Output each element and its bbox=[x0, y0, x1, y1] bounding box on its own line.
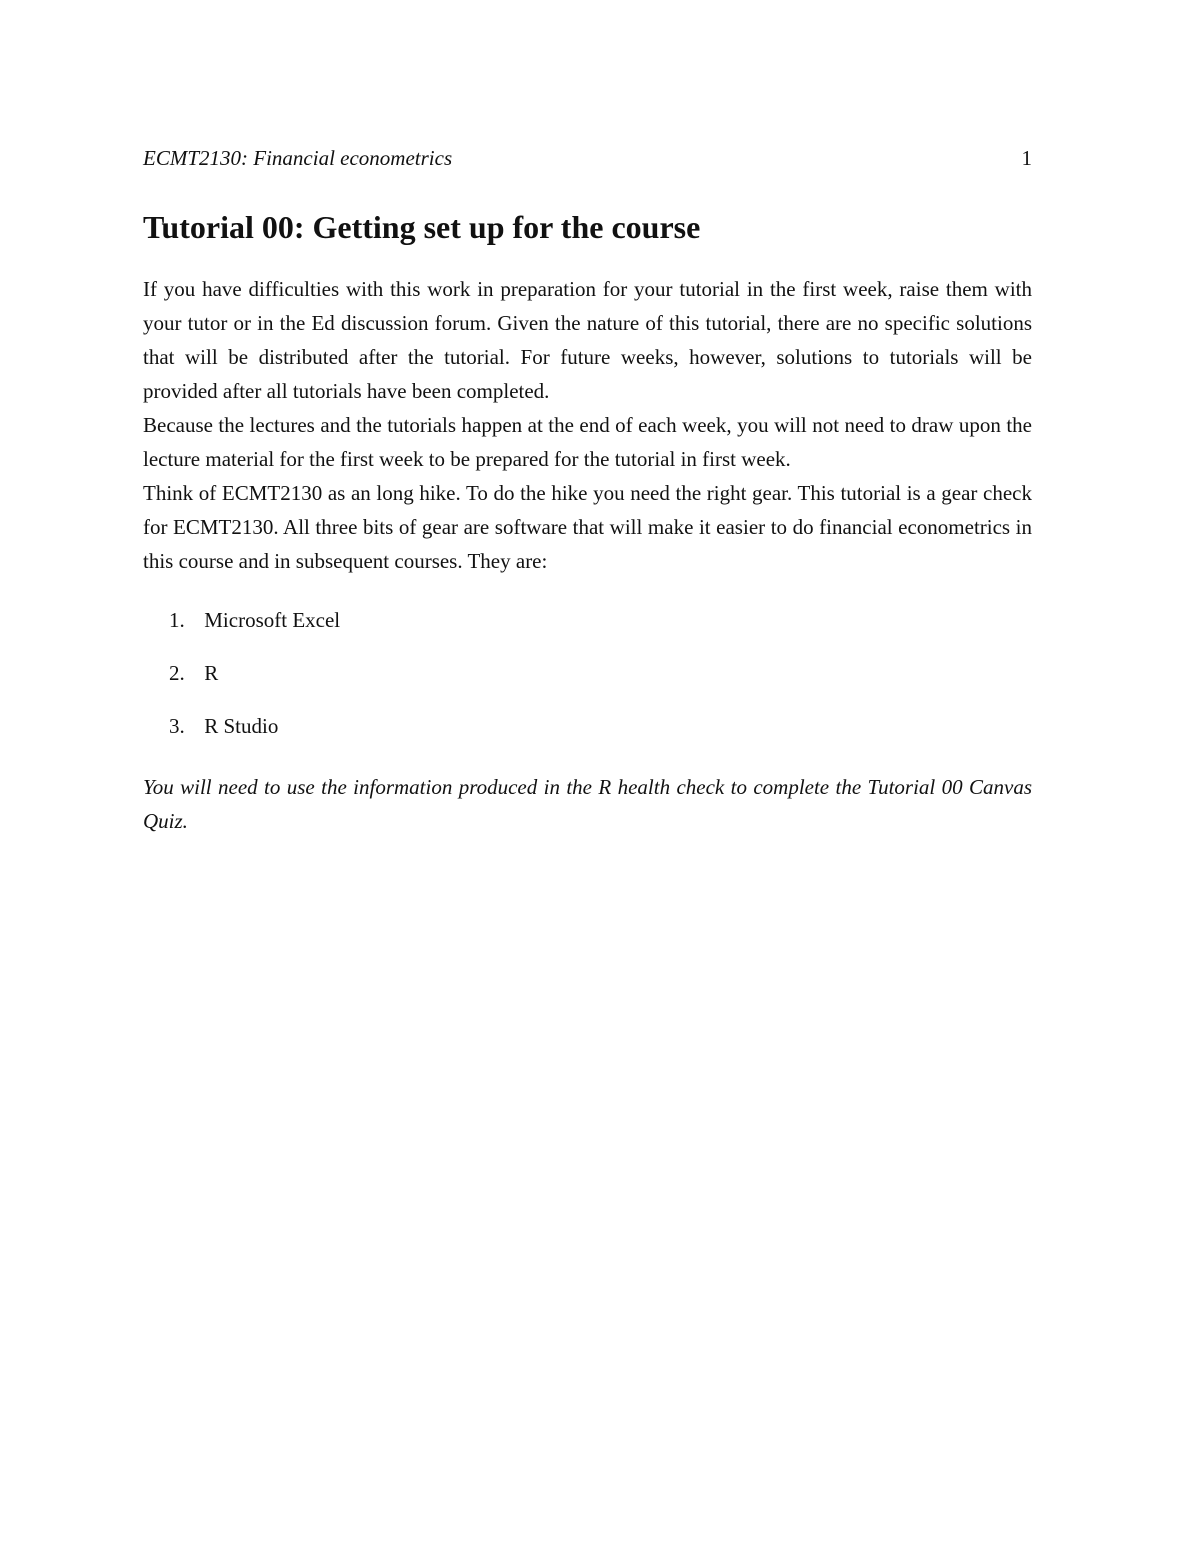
software-name: R bbox=[204, 661, 219, 685]
software-name: Microsoft Excel bbox=[204, 608, 341, 632]
list-number: 1. bbox=[169, 608, 185, 632]
list-number: 2. bbox=[169, 661, 185, 685]
tutorial-introduction bbox=[143, 272, 1032, 578]
list-item bbox=[169, 656, 669, 709]
software-name: R Studio bbox=[204, 714, 279, 738]
difficulties-paragraph: If you have difficulties with this work in preparation for your tutorial in the first week, raise them with your tutor or in the Ed discussion forum. Given the nature of this tutorial, there are no specific solutions that will be distributed after the tutorial. For future weeks, however, solutions to tutorials will be provided after all tutorials have been completed. bbox=[143, 277, 1032, 403]
course-header: ECMT2130: Financial econometrics bbox=[143, 146, 453, 170]
required-software-list bbox=[169, 603, 669, 762]
page-header bbox=[143, 143, 1032, 173]
document-title: Tutorial 00: Getting set up for the course bbox=[143, 209, 701, 245]
list-item bbox=[169, 709, 669, 762]
page-number: 1 bbox=[1021, 146, 1032, 170]
list-item bbox=[169, 603, 669, 656]
canvas-quiz-instruction: You will need to use the information produced in the R health check to complete the Tutorial 00 Canvas Quiz. bbox=[143, 775, 1032, 833]
list-number: 3. bbox=[169, 714, 185, 738]
lecture-timing-paragraph: Because the lectures and the tutorials happen at the end of each week, you will not need to draw upon the lecture material for the first week to be prepared for the tutorial in first week. bbox=[143, 413, 1032, 471]
gear-check-paragraph: Think of ECMT2130 as an long hike. To do the hike you need the right gear. This tutorial is a gear check for ECMT2130. All three bits of gear are software that will make it easier to do financial econometrics in this course and in subsequent courses. They are: bbox=[143, 481, 1032, 573]
